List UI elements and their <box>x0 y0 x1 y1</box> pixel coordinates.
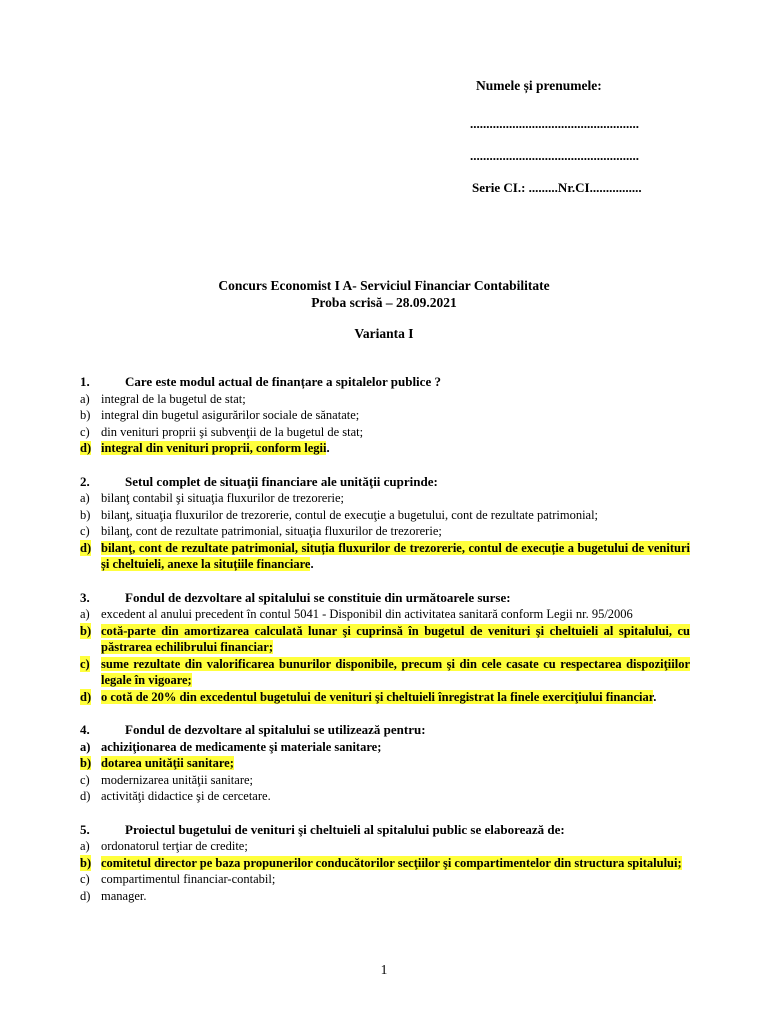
name-dots-line-2: .................................................... <box>470 148 639 163</box>
answer-letter: d) <box>80 789 91 803</box>
answer-letter: b) <box>80 855 92 870</box>
question-list <box>80 374 690 921</box>
answer-d <box>80 888 690 905</box>
question-text: Fondul de dezvoltare al spitalului se constituie din următoarele surse: <box>125 589 511 605</box>
answer-letter: d) <box>80 540 92 555</box>
question-3 <box>80 590 690 706</box>
answer-text: integral din bugetul asigurărilor sociale de sănatate; <box>101 408 360 422</box>
answer-text: din venituri proprii şi subvenţii de la bugetul de stat; <box>101 424 364 439</box>
answer-c <box>80 424 690 441</box>
title-line-2: Proba scrisă – 28.09.2021 <box>311 295 457 310</box>
answer-text-highlighted: comitetul director pe baza propunerilor conducătorilor secţiilor şi compartimentelor din structura spitalului; <box>101 855 682 870</box>
answer-text: excedent al anului precedent în contul 5041 - Disponibil din activitatea sanitară conform Legii nr. 95/2006 <box>101 607 633 621</box>
answer-a <box>80 606 690 623</box>
question-text: Setul complet de situaţii financiare ale unităţii cuprinde: <box>125 473 438 489</box>
answer-letter: a) <box>80 839 90 853</box>
answer-text-highlighted: integral din venituri proprii, conform legii <box>101 441 327 455</box>
answer-text-highlighted: cotă-parte din amortizarea calculată lunar şi cuprinsă în bugetul de venituri şi cheltuieli al spitalului, cu păstrarea echilibrului financiar; <box>101 623 690 654</box>
answer-text-highlighted: bilanţ, cont de rezultate patrimonial, situția fluxurilor de trezorerie, contul de execuție a bugetului de venituri și cheltuieli, anexe la situțiile financiare <box>101 540 690 571</box>
answer-d <box>80 788 690 805</box>
answer-letter: a) <box>80 391 90 406</box>
answer-letter: c) <box>80 656 90 671</box>
question-text: Care este modul actual de finanțare a spitalelor publice ? <box>125 374 441 389</box>
variant-label: Varianta I <box>354 326 414 341</box>
answer-b-correct <box>80 755 690 772</box>
answer-text: integral de la bugetul de stat; <box>101 391 246 406</box>
question-2 <box>80 474 690 573</box>
answer-text-highlighted: sume rezultate din valorificarea bunurilor disponibile, precum şi din cele casate cu respectarea dispoziţiilor legale în vigoare; <box>101 656 690 687</box>
answer-letter: c) <box>80 872 90 886</box>
answer-c-correct <box>80 656 690 689</box>
question-number: 5. <box>80 821 90 837</box>
answer-letter: a) <box>80 491 90 505</box>
answer-text: bilanţ contabil şi situaţia fluxurilor de trezorerie; <box>101 491 344 505</box>
question-1 <box>80 374 690 457</box>
question-number: 4. <box>80 722 90 737</box>
candidate-header <box>470 78 730 196</box>
answer-text: bilanţ, cont de rezultate patrimonial, situaţia fluxurilor de trezorerie; <box>101 524 442 538</box>
answer-text: activităţi didactice şi de cercetare. <box>101 789 271 803</box>
answer-letter: d) <box>80 888 91 903</box>
answer-letter: c) <box>80 524 90 538</box>
answer-letter: c) <box>80 772 90 787</box>
answer-a-bold <box>80 739 690 756</box>
answer-letter: b) <box>80 623 92 638</box>
exam-title <box>0 277 768 311</box>
question-4 <box>80 722 690 805</box>
answer-letter: d) <box>80 441 92 455</box>
question-text: Proiectul bugetului de venituri şi cheltuieli al spitalului public se elaborează de: <box>125 821 565 837</box>
answer-d-correct: d) integral din venituri proprii, conform legii. <box>80 441 330 455</box>
serie-ci-line: Serie CI.: .........Nr.CI................ <box>472 180 642 195</box>
answer-text: achiziţionarea de medicamente şi materiale sanitare; <box>101 739 382 754</box>
answer-text-highlighted: dotarea unităţii sanitare; <box>101 756 234 770</box>
answer-d-correct: d) bilanţ, cont de rezultate patrimonial, situția fluxurilor de trezorerie, contul de execuție a bugetului de venituri și cheltuieli, anexe la situțiile financiare. <box>80 540 690 571</box>
answer-letter: d) <box>80 689 92 704</box>
answer-letter: b) <box>80 756 92 770</box>
answer-letter: a) <box>80 739 91 754</box>
question-number: 1. <box>80 374 90 389</box>
answer-a <box>80 838 690 855</box>
answer-text-highlighted: o cotă de 20% din excedentul bugetului de venituri şi cheltuieli înregistrat la finele exerciţiului financiar <box>101 689 654 704</box>
page-number: 1 <box>380 962 388 977</box>
answer-d-correct: d) o cotă de 20% din excedentul bugetului de venituri şi cheltuieli înregistrat la finele exerciţiului financiar. <box>80 689 657 704</box>
question-number: 2. <box>80 473 90 489</box>
answer-letter: c) <box>80 424 90 439</box>
question-text: Fondul de dezvoltare al spitalului se utilizează pentru: <box>125 722 426 737</box>
answer-c <box>80 772 690 789</box>
title-line-1: Concurs Economist I A- Serviciul Financiar Contabilitate <box>218 278 550 293</box>
answer-c <box>80 523 690 540</box>
answer-a <box>80 490 690 507</box>
answer-letter: a) <box>80 607 90 621</box>
name-label: Numele și prenumele: <box>476 78 602 93</box>
answer-text: manager. <box>101 888 147 903</box>
question-number: 3. <box>80 589 90 605</box>
answer-c <box>80 871 690 888</box>
answer-text: bilanţ, situaţia fluxurilor de trezorerie, contul de execuţie a bugetului, cont de rezultate patrimonial; <box>101 507 599 522</box>
answer-b-correct <box>80 855 690 872</box>
question-5 <box>80 822 690 905</box>
answer-letter: b) <box>80 408 91 422</box>
answer-text: compartimentul financiar-contabil; <box>101 872 276 886</box>
answer-b-correct <box>80 623 690 656</box>
answer-b <box>80 407 690 424</box>
answer-b <box>80 507 690 524</box>
answer-text: modernizarea unităţii sanitare; <box>101 772 254 787</box>
answer-text: ordonatorul terţiar de credite; <box>101 839 248 853</box>
name-dots-line-1: .................................................... <box>470 116 639 131</box>
answer-a <box>80 391 690 408</box>
answer-letter: b) <box>80 507 91 522</box>
